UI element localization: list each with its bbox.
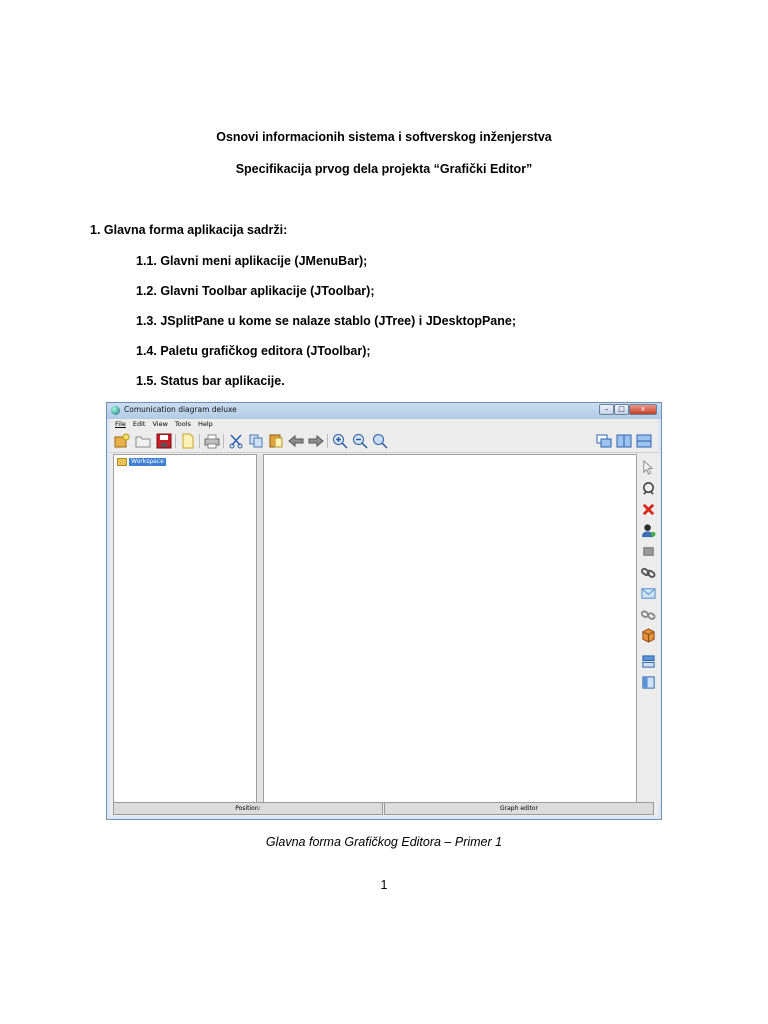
zoom-best-fit-icon[interactable] bbox=[372, 433, 388, 449]
list-item: 1.3. JSplitPane u kome se nalaze stablo (JTree) i JDesktopPane; bbox=[136, 314, 517, 328]
status-editor: Graph editor bbox=[384, 802, 654, 815]
toolbar-separator bbox=[199, 434, 200, 448]
status-position: Position: bbox=[113, 802, 383, 815]
toolbar-separator bbox=[327, 434, 328, 448]
menu-bar bbox=[110, 419, 658, 429]
editor-palette bbox=[637, 454, 660, 803]
open-folder-icon[interactable] bbox=[135, 433, 151, 449]
document-title: Osnovi informacionih sistema i softverskog inženjerstva bbox=[216, 130, 552, 144]
window-client bbox=[110, 419, 658, 816]
tile-vertical-icon[interactable] bbox=[616, 433, 632, 449]
message-icon[interactable] bbox=[641, 586, 656, 601]
menu-edit[interactable]: Edit bbox=[132, 420, 146, 428]
page-number: 1 bbox=[380, 878, 388, 892]
redo-arrow-icon[interactable] bbox=[308, 433, 324, 449]
list-item: 1.4. Paletu grafičkog editora (JToolbar); bbox=[136, 344, 371, 358]
zoom-out-icon[interactable] bbox=[352, 433, 368, 449]
save-icon[interactable] bbox=[156, 433, 172, 449]
list-item: 1.5. Status bar aplikacije. bbox=[136, 374, 285, 388]
tree-panel[interactable] bbox=[113, 454, 257, 803]
figure-caption: Glavna forma Grafičkog Editora – Primer 1 bbox=[265, 835, 503, 849]
section-heading: 1. Glavna forma aplikacija sadrži: bbox=[90, 223, 288, 237]
list-item: 1.2. Glavni Toolbar aplikacije (JToolbar); bbox=[136, 284, 375, 298]
lasso-zoom-icon[interactable] bbox=[641, 481, 656, 496]
new-document-icon[interactable] bbox=[180, 433, 196, 449]
toolbar-separator bbox=[175, 434, 176, 448]
undo-arrow-icon[interactable] bbox=[288, 433, 304, 449]
tile-horizontal-icon[interactable] bbox=[636, 433, 652, 449]
main-toolbar bbox=[110, 430, 658, 453]
close-button[interactable]: x bbox=[629, 404, 657, 415]
desktop-pane[interactable] bbox=[263, 454, 637, 803]
zoom-in-icon[interactable] bbox=[332, 433, 348, 449]
tree-node-workspace[interactable] bbox=[117, 457, 166, 466]
print-icon[interactable] bbox=[204, 433, 220, 449]
copy-icon[interactable] bbox=[248, 433, 264, 449]
rectangle-icon[interactable] bbox=[641, 544, 656, 559]
app-icon bbox=[111, 406, 120, 415]
link-break-icon[interactable] bbox=[641, 607, 656, 622]
menu-help[interactable]: Help bbox=[197, 420, 213, 428]
select-arrow-icon[interactable] bbox=[641, 460, 656, 475]
link-icon[interactable] bbox=[641, 565, 656, 580]
layout-icon[interactable] bbox=[641, 675, 656, 690]
cascade-windows-icon[interactable] bbox=[596, 433, 612, 449]
status-bar bbox=[113, 802, 655, 815]
window-titlebar bbox=[107, 403, 661, 419]
list-item: 1.1. Glavni meni aplikacije (JMenuBar); bbox=[136, 254, 368, 268]
actor-icon[interactable] bbox=[641, 523, 656, 538]
menu-view[interactable]: View bbox=[152, 420, 168, 428]
new-project-icon[interactable] bbox=[114, 433, 130, 449]
document-subtitle: Specifikacija prvog dela projekta “Grafički Editor” bbox=[235, 162, 533, 176]
delete-icon[interactable] bbox=[641, 502, 656, 517]
maximize-button[interactable]: □ bbox=[614, 404, 629, 415]
paste-icon[interactable] bbox=[268, 433, 284, 449]
toolbar-separator bbox=[223, 434, 224, 448]
minimize-button[interactable]: – bbox=[599, 404, 614, 415]
menu-tools[interactable]: Tools bbox=[174, 420, 191, 428]
cut-icon[interactable] bbox=[228, 433, 244, 449]
tree-node-label: Workspace bbox=[131, 457, 164, 465]
window-title: Comunication diagram deluxe bbox=[124, 405, 237, 414]
menu-file[interactable]: File bbox=[115, 420, 126, 428]
folder-icon bbox=[117, 458, 127, 466]
align-icon[interactable] bbox=[641, 654, 656, 669]
package-icon[interactable] bbox=[641, 628, 656, 643]
app-window-screenshot bbox=[106, 402, 662, 820]
